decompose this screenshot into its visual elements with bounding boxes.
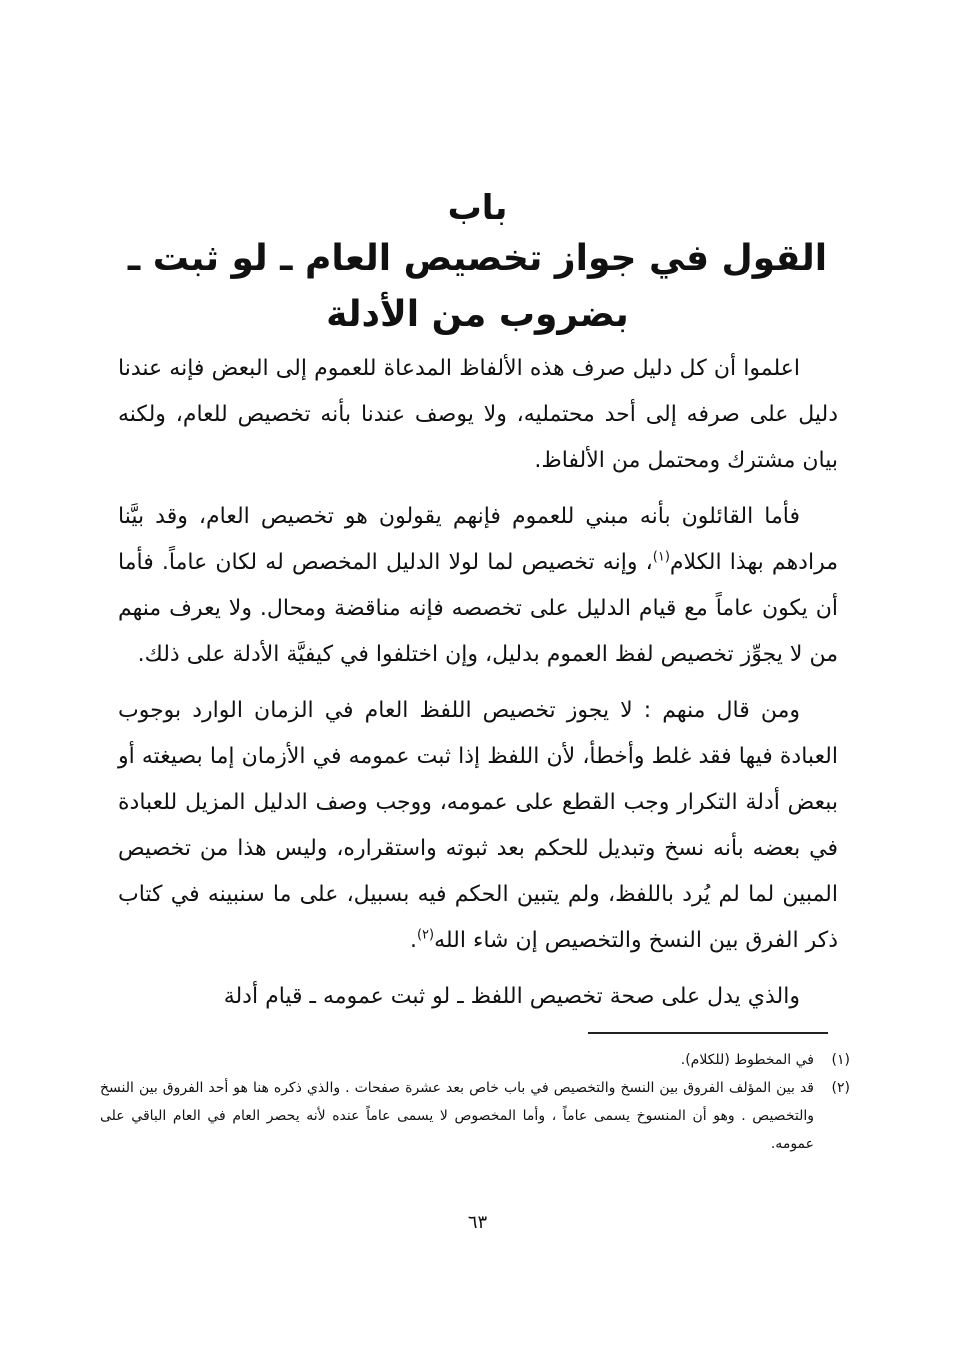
main-text [118,346,838,1030]
paragraph-3-part-2: . [409,928,417,953]
footnote-1 [100,1046,850,1074]
paragraph-3 [118,688,838,964]
paragraph-3-part-1: ومن قال منهم : لا يجوز تخصيص اللفظ العام في الزمان الوارد بوجوب العبادة فيها فقد غلط وأخطأ، لأن اللفظ إذا ثبت عمومه في الأزمان إما بصيغته أو ببعض أدلة التكرار وجب القطع على عمومه، ووجب وصف الدليل المزيل للعبادة في بعضه بأنه نسخ وتبديل للحكم بعد ثبوته واستقراره، وليس هذا من تخصيص المبين لما لم يُرد باللفظ، ولم يتبين الحكم فيه بسبيل، على ما سنبينه في كتاب ذكر الفرق بين النسخ والتخصيص إن شاء الله [118,698,838,953]
paragraph-1: اعلموا أن كل دليل صرف هذه الألفاظ المدعاة للعموم إلى البعض فإنه عندنا دليل على صرفه إلى أحد محتمليه، ولا يوصف عندنا بأنه تخصيص للعام، ولكنه بيان مشترك ومحتمل من الألفاظ. [118,356,838,473]
footnote-number: (١) [831,1052,850,1068]
footnote-ref-1: (١) [652,549,670,565]
chapter-subtitle: بضروب من الأدلة [326,294,629,335]
footnote-text: قد بين المؤلف الفروق بين النسخ والتخصيص في باب خاص بعد عشرة صفحات . والذي ذكره هنا هو أحد الفروق بين النسخ والتخصيص . وهو أن المنسوخ يسمى عاماً ، وأما المخصوص لا يسمى عاماً عنده لأنه يحصر العام في العام الباقي على عمومه. [100,1080,814,1152]
chapter-title: القول في جواز تخصيص العام ـ لو ثبت ـ [127,238,828,279]
chapter-label: باب [447,188,508,228]
paragraph-2-part-1: فأما القائلون بأنه مبني للعموم فإنهم يقولون هو تخصيص العام، وقد بيَّنا مرادهم بهذا الكلام [118,504,839,575]
paragraph-4: والذي يدل على صحة تخصيص اللفظ ـ لو ثبت عمومه ـ قيام أدلة [223,984,800,1009]
footnote-text: في المخطوط (للكلام). [680,1052,814,1068]
paragraph-2-part-2: ، وإنه تخصيص لما لولا الدليل المخصص له لكان عاماً. فأما أن يكون عاماً مع قيام الدليل على تخصصه فإنه مناقضة ومحال. ولا يعرف منهم من لا يجوِّز تخصيص لفظ العموم بدليل، وإن اختلفوا في كيفيَّة الأدلة على ذلك. [118,550,838,667]
footnote-ref-2: (٢) [416,927,435,943]
footnote-number: (٢) [831,1080,850,1096]
footnotes [100,1046,850,1158]
page-number: ٦٣ [467,1212,488,1233]
paragraph-2 [118,494,838,678]
footnote-divider [588,1032,828,1034]
footnote-2 [100,1074,850,1158]
